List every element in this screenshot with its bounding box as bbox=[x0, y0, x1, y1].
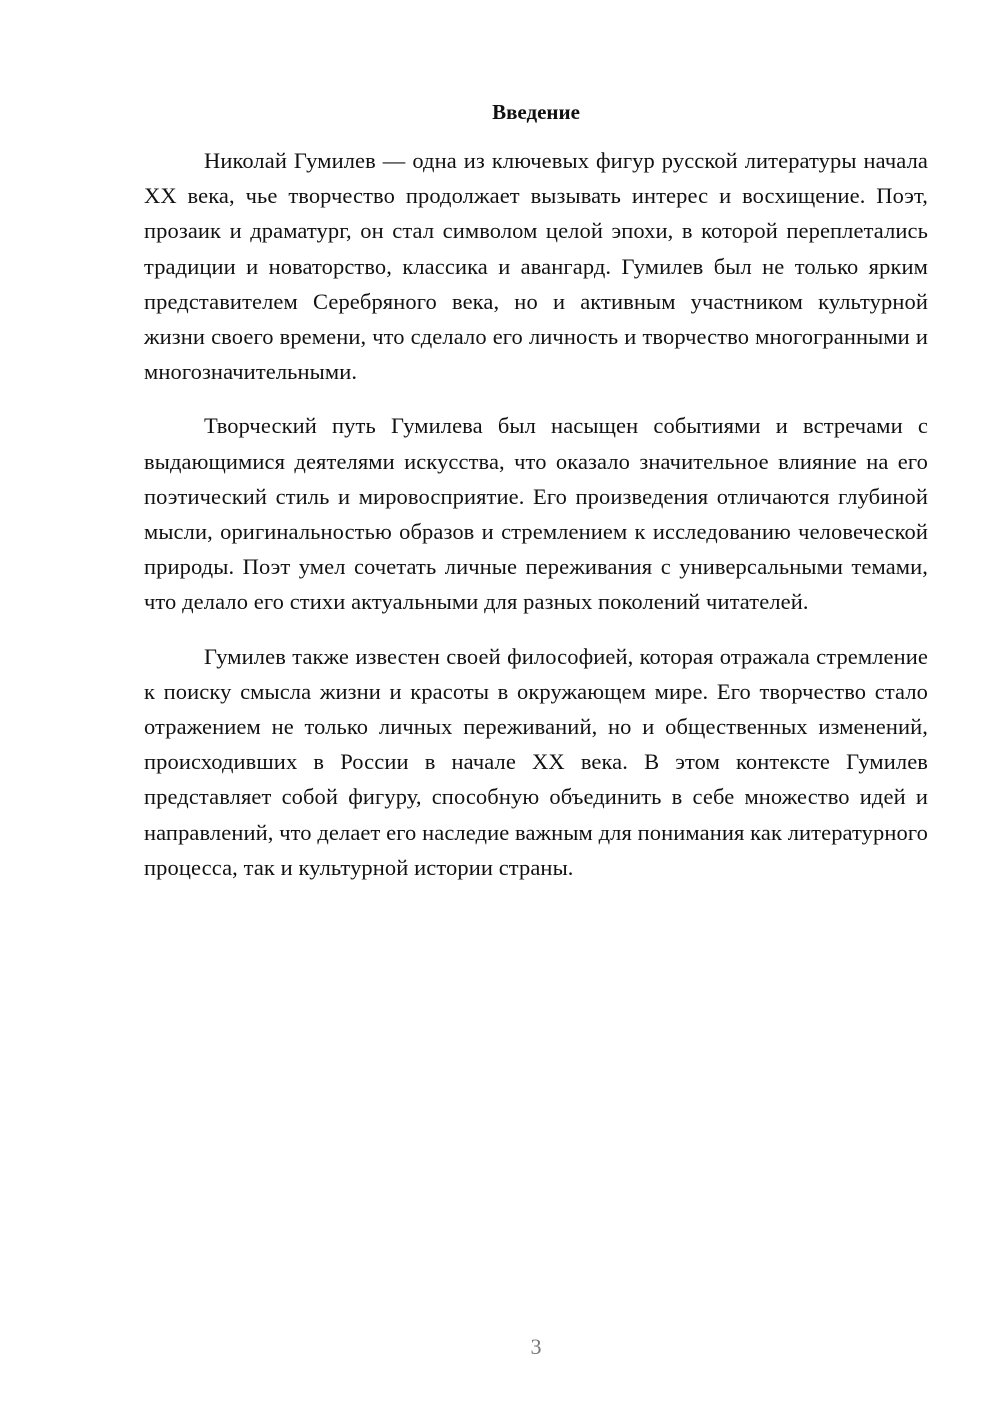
page-number: 3 bbox=[530, 1334, 542, 1359]
paragraph-2: Творческий путь Гумилева был насыщен событиями и встречами с выдающимися деятелями искусства, что оказало значительное влияние на его поэтический стиль и мировосприятие. Его произведения отличаются глубиной мысли, оригинальностью образов и стремлением к исследованию человеческой природы. Поэт умел сочетать личные переживания с универсальными темами, что делало его стихи актуальными для разных поколений читателей. bbox=[144, 413, 928, 615]
paragraph-3: Гумилев также известен своей философией, которая отражала стремление к поиску смысла жизни и красоты в окружающем мире. Его творчество стало отражением не только личных переживаний, но и общественных изменений, происходивших в России в начале XX века. В этом контексте Гумилев представляет собой фигуру, способную объединить в себе множество идей и направлений, что делает его наследие важным для понимания как литературного процесса, так и культурной истории страны. bbox=[144, 643, 928, 880]
body-text bbox=[144, 143, 928, 904]
paragraph-1: Николай Гумилев — одна из ключевых фигур русской литературы начала XX века, чье творчество продолжает вызывать интерес и восхищение. Поэт, прозаик и драматург, он стал символом целой эпохи, в которой переплетались традиции и новаторство, классика и авангард. Гумилев был не только ярким представителем Серебряного века, но и активным участником культурной жизни своего времени, что сделало его личность и творчество многогранными и многозначительными. bbox=[144, 148, 928, 385]
page-title: Введение bbox=[492, 100, 580, 124]
